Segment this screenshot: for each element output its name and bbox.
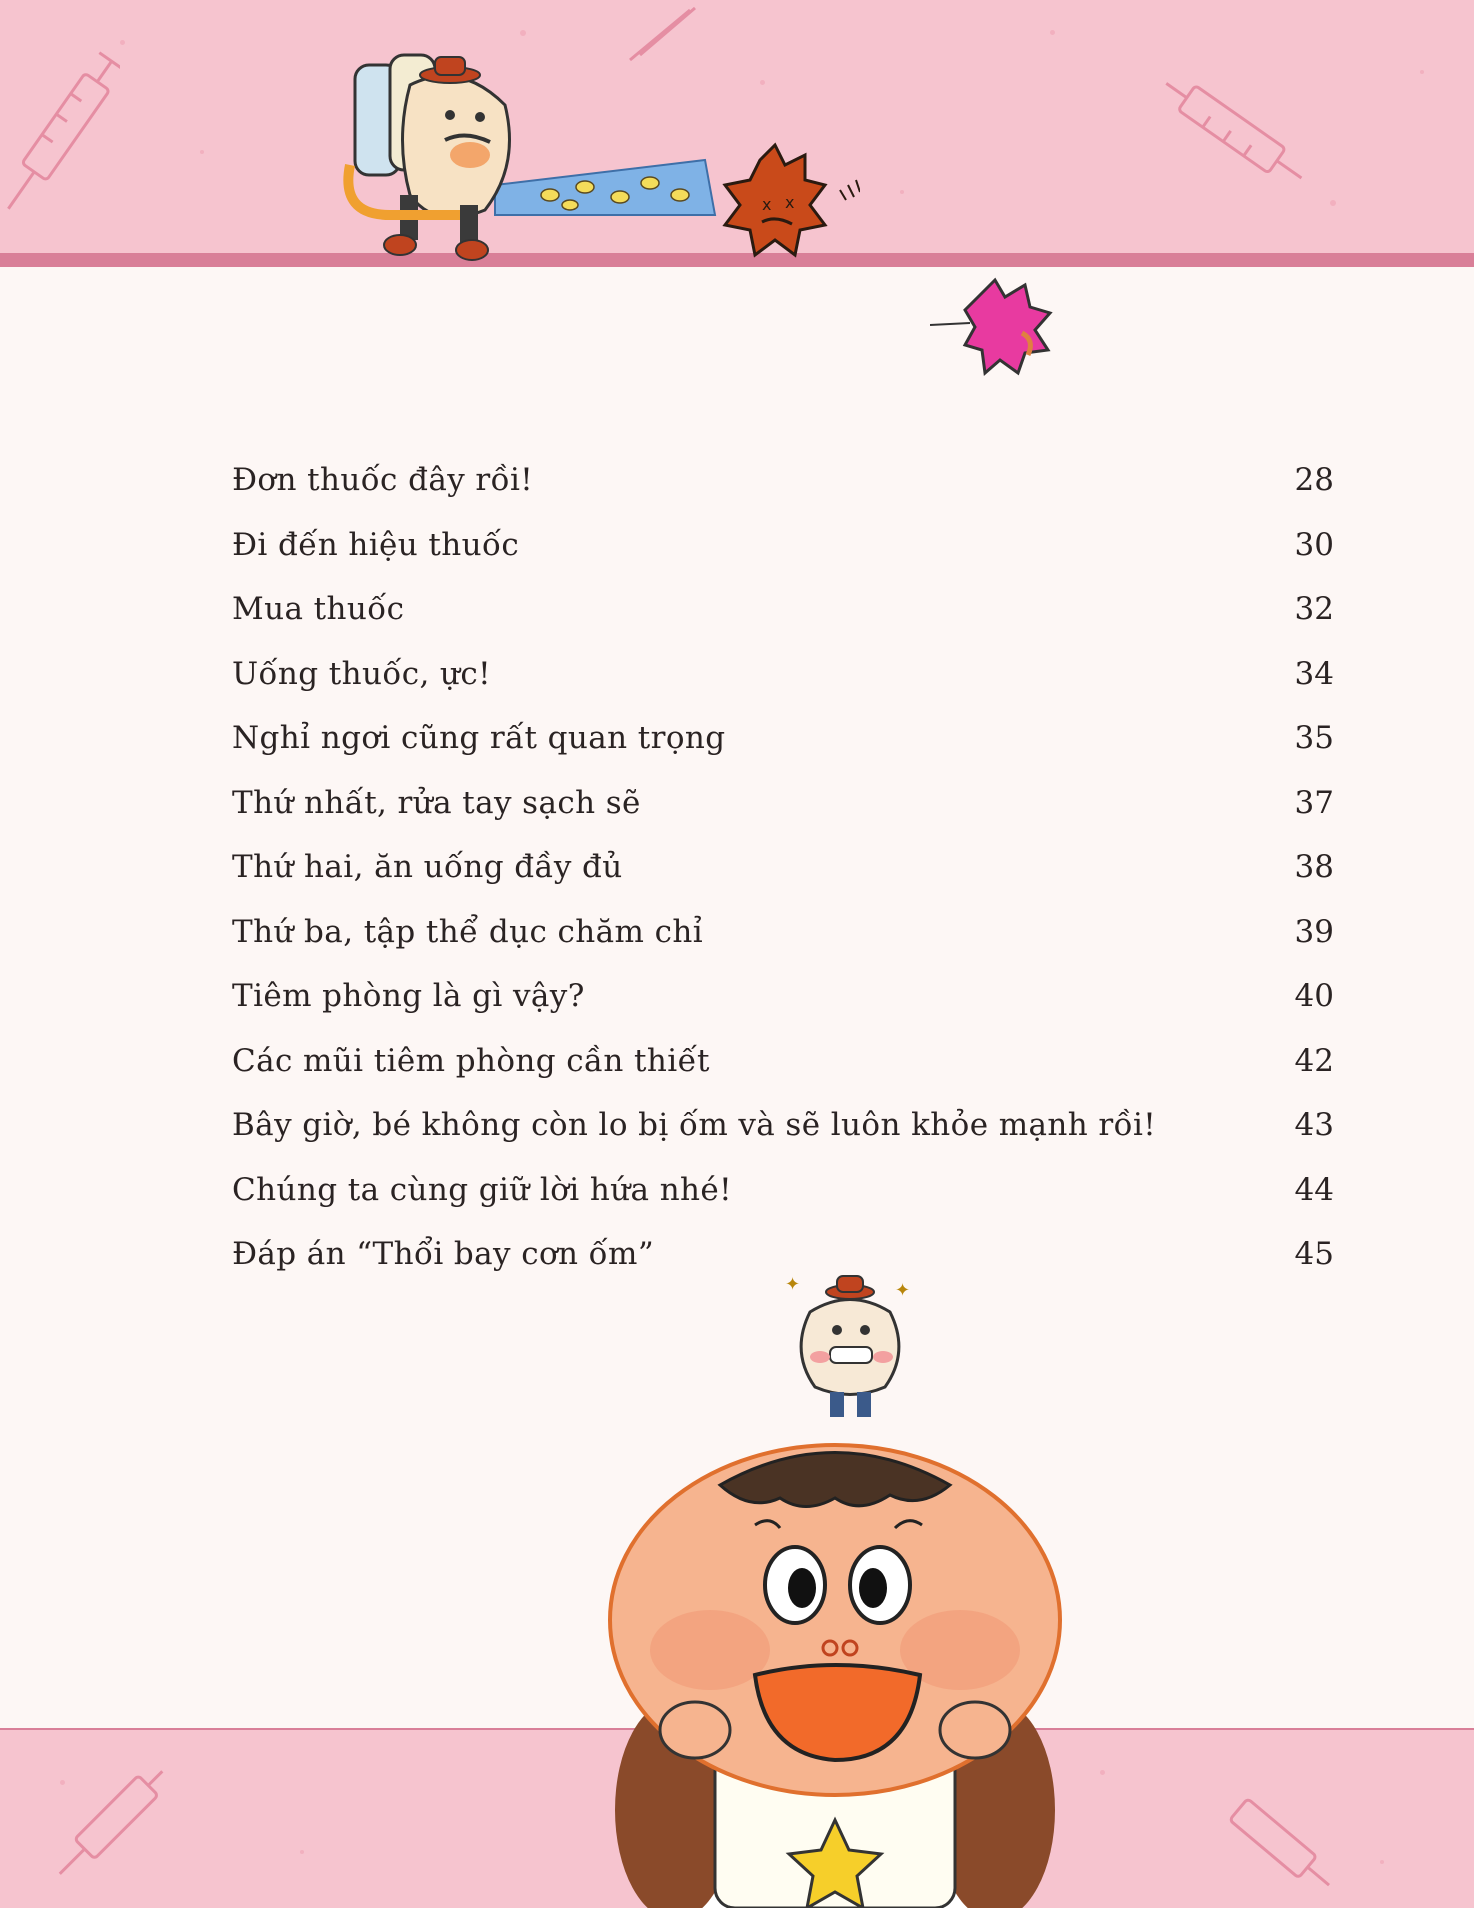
syringe-icon (0, 40, 120, 230)
toc-entry[interactable] (232, 656, 1334, 721)
syringe-icon (1140, 60, 1340, 210)
svg-text:✦: ✦ (785, 1274, 801, 1295)
toc-title: Uống thuốc, ực! (232, 655, 491, 692)
toc-entry[interactable] (232, 1043, 1334, 1108)
toc-title: Mua thuốc (232, 591, 405, 627)
table-of-contents (232, 462, 1334, 1301)
syringe-icon (40, 1750, 180, 1900)
toc-title: Đáp án “Thổi bay cơn ốm” (232, 1236, 655, 1272)
toc-entry[interactable] (232, 591, 1334, 656)
toc-entry[interactable] (232, 462, 1334, 527)
toc-page-number: 44 (1294, 1171, 1334, 1208)
toc-page-number: 30 (1294, 526, 1334, 563)
toc-page-number: 35 (1294, 720, 1334, 756)
germ-pink (930, 265, 1080, 385)
svg-text:x: x (785, 193, 795, 212)
toc-entry[interactable] (232, 527, 1334, 592)
toc-page-number: 38 (1294, 849, 1334, 885)
svg-text:x: x (762, 195, 772, 214)
germ-brown (700, 140, 860, 280)
toc-entry[interactable] (232, 978, 1334, 1043)
svg-text:✦: ✦ (895, 1280, 911, 1301)
toc-title: Đơn thuốc đây rồi! (232, 462, 534, 498)
doctor-character-spraying (320, 45, 740, 285)
toc-page-number: 40 (1294, 978, 1334, 1014)
toc-title: Thứ hai, ăn uống đầy đủ (232, 849, 623, 885)
toc-title: Chúng ta cùng giữ lời hứa nhé! (232, 1171, 733, 1208)
toc-title: Đi đến hiệu thuốc (232, 526, 520, 563)
toc-title: Tiêm phòng là gì vậy? (232, 978, 585, 1014)
toc-title: Bây giờ, bé không còn lo bị ốm và sẽ luôn khỏe mạnh rồi! (232, 1107, 1157, 1143)
toc-entry[interactable] (232, 720, 1334, 785)
toc-entry[interactable] (232, 849, 1334, 914)
toc-page-number: 42 (1294, 1042, 1334, 1079)
doctor-character-small (765, 1262, 935, 1422)
boy-holding-head (590, 1400, 1080, 1908)
toc-entry[interactable] (232, 1172, 1334, 1237)
toc-page-number: 32 (1294, 591, 1334, 627)
toc-page-number: 37 (1294, 784, 1334, 821)
toc-title: Thứ nhất, rửa tay sạch sẽ (232, 784, 641, 821)
toc-page-number: 43 (1294, 1107, 1334, 1143)
toc-entry[interactable] (232, 785, 1334, 850)
toc-title: Thứ ba, tập thể dục chăm chỉ (232, 913, 704, 950)
toc-page-number: 39 (1294, 913, 1334, 950)
toc-page-number: 34 (1294, 655, 1334, 692)
toc-page-number: 45 (1294, 1236, 1334, 1272)
toc-title: Nghỉ ngơi cũng rất quan trọng (232, 720, 726, 756)
syringe-icon (1200, 1780, 1360, 1908)
toc-entry[interactable] (232, 1107, 1334, 1172)
toc-page-number: 28 (1294, 462, 1334, 498)
toc-title: Các mũi tiêm phòng cần thiết (232, 1042, 710, 1079)
toc-entry[interactable] (232, 914, 1334, 979)
